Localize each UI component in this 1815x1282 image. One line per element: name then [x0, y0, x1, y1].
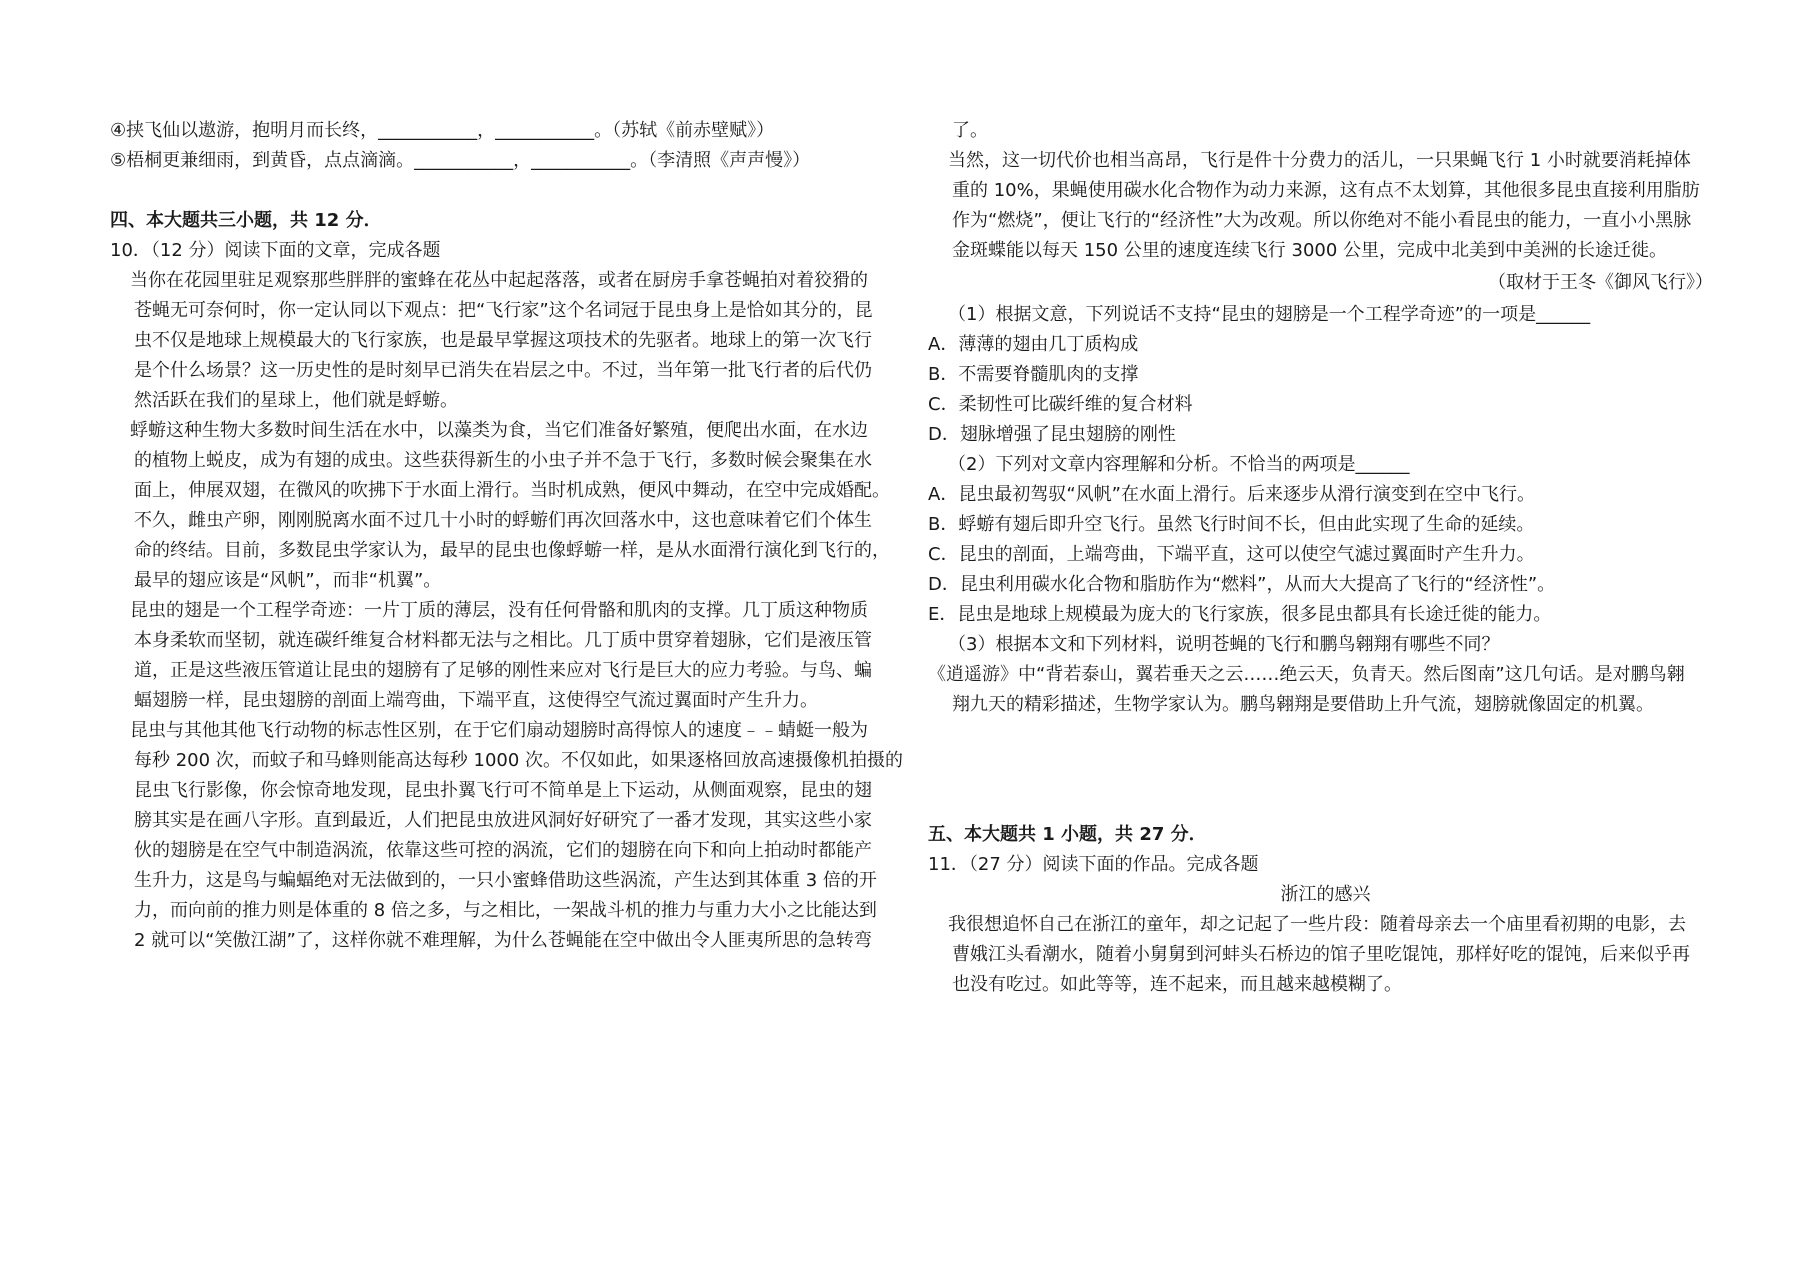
article-line: 面上，伸展双翅，在微风的吹拂下于水面上滑行。当时机成熟，便风中舞动，在空中完成婚配。: [134, 480, 890, 501]
article-line: 当然，这一切代价也相当高昂，飞行是件十分费力的活儿，一只果蝇飞行 1 小时就要消耗掉体: [948, 150, 1691, 171]
article-line: 昆虫与其他其他飞行动物的标志性区别，在于它们扇动翅膀时高得惊人的速度﹣﹣蜻蜓一般为: [130, 720, 868, 741]
article-line: 昆虫飞行影像，你会惊奇地发现，昆虫扑翼飞行可不简单是上下运动，从侧面观察，昆虫的翅: [134, 780, 872, 801]
article-line: 本身柔软而坚韧，就连碳纤维复合材料都无法与之相比。几丁质中贯穿着翅脉，它们是液压管: [134, 630, 872, 651]
article-line: 昆虫的翅是一个工程学奇迹：一片丁质的薄层，没有任何骨骼和肌肉的支撑。几丁质这种物质: [130, 600, 868, 621]
q2-option-b: B．蜉蝣有翅后即升空飞行。虽然飞行时间不长，但由此实现了生命的延续。: [928, 514, 1535, 535]
article-line: 然活跃在我们的星球上，他们就是蜉蝣。: [134, 390, 458, 411]
q3-material-line: 翔九天的精彩描述，生物学家认为。鹏鸟翱翔是要借助上升气流，翅膀就像固定的机翼。: [952, 694, 1654, 715]
article-line: 苍蝇无可奈何时，你一定认同以下观点：把“飞行家”这个名词冠于昆虫身上是恰如其分的，昆: [134, 300, 873, 321]
q1-option-b: B．不需要脊髓肌肉的支撑: [928, 364, 1139, 385]
article-line: 最早的翅应该是“风帆”，而非“机翼”。: [134, 570, 442, 591]
article-line: 了。: [952, 120, 988, 141]
essay-title: 浙江的感兴: [1280, 884, 1371, 905]
article-line: 命的终结。目前，多数昆虫学家认为，最早的昆虫也像蜉蝣一样，是从水面滑行演化到飞行的，: [134, 540, 890, 561]
article-line: 伙的翅膀是在空气中制造涡流，依靠这些可控的涡流，它们的翅膀在向下和向上拍动时都能产: [134, 840, 872, 861]
article-line: 作为“燃烧”，便让飞行的“经济性”大为改观。所以你绝对不能小看昆虫的能力，一直小小黑脉: [952, 210, 1692, 231]
section-4-heading: 四、本大题共三小题，共 12 分．: [110, 210, 382, 231]
q1-option-c: C．柔韧性可比碳纤维的复合材料: [928, 394, 1193, 415]
q2-option-e: E．昆虫是地球上规模最为庞大的飞行家族，很多昆虫都具有长途迁徙的能力。: [928, 604, 1552, 625]
article-line: 道，正是这些液压管道让昆虫的翅膀有了足够的刚性来应对飞行是巨大的应力考验。与鸟、蝙: [134, 660, 872, 681]
q1-option-d: D．翅脉增强了昆虫翅膀的刚性: [928, 424, 1176, 445]
essay-line: 我很想追怀自己在浙江的童年，却之记起了一些片段：随着母亲去一个庙里看初期的电影，去: [948, 914, 1686, 935]
article-line: 生升力，这是鸟与蝙蝠绝对无法做到的，一只小蜜蜂借助这些涡流，产生达到其体重 3 倍的开: [134, 870, 877, 891]
poem-line-4: ④挟飞仙以遨游，抱明月而长终，___________，___________。（苏轼《前赤壁赋》）: [110, 120, 775, 141]
article-line: 是个什么场景？这一历史性的是时刻早已消失在岩层之中。不过，当年第一批飞行者的后代仍: [134, 360, 872, 381]
article-line: 不久，雌虫产卵，刚刚脱离水面不过几十小时的蜉蝣们再次回落水中，这也意味着它们个体生: [134, 510, 872, 531]
article-line: 重的 10%，果蝇使用碳水化合物作为动力来源，这有点不太划算，其他很多昆虫直接利用脂肪: [952, 180, 1700, 201]
question-2: （2）下列对文章内容理解和分析。不恰当的两项是______: [948, 454, 1410, 475]
q2-option-d: D．昆虫利用碳水化合物和脂肪作为“燃料”，从而大大提高了飞行的“经济性”。: [928, 574, 1556, 595]
article-line: 力，而向前的推力则是体重的 8 倍之多，与之相比，一架战斗机的推力与重力大小之比能达到: [134, 900, 877, 921]
article-line: 蜉蝣这种生物大多数时间生活在水中，以藻类为食，当它们准备好繁殖，便爬出水面，在水边: [130, 420, 868, 441]
question-1: （1）根据文意，下列说话不支持“昆虫的翅膀是一个工程学奇迹”的一项是______: [948, 304, 1591, 325]
article-line: 的植物上蜕皮，成为有翅的成虫。这些获得新生的小虫子并不急于飞行，多数时候会聚集在水: [134, 450, 872, 471]
article-line: 蝠翅膀一样，昆虫翅膀的剖面上端弯曲，下端平直，这使得空气流过翼面时产生升力。: [134, 690, 818, 711]
article-line: 每秒 200 次，而蚊子和马蜂则能高达每秒 1000 次。不仅如此，如果逐格回放高速摄像机拍摄的: [134, 750, 904, 771]
article-line: 金斑蝶能以每天 150 公里的速度连续飞行 3000 公里，完成中北美到中美洲的长途迁徙。: [952, 240, 1668, 261]
q2-option-c: C．昆虫的剖面，上端弯曲，下端平直，这可以使空气滤过翼面时产生升力。: [928, 544, 1535, 565]
article-line: 膀其实是在画八字形。直到最近，人们把昆虫放进风洞好好研究了一番才发现，其实这些小家: [134, 810, 872, 831]
q1-option-a: A．薄薄的翅由几丁质构成: [928, 334, 1139, 355]
section-5-heading: 五、本大题共 1 小题，共 27 分．: [928, 824, 1207, 845]
question-10-heading: 10．（12 分）阅读下面的文章，完成各题: [110, 240, 441, 261]
question-11-heading: 11．（27 分）阅读下面的作品。完成各题: [928, 854, 1259, 875]
article-line: 虫不仅是地球上规模最大的飞行家族，也是最早掌握这项技术的先驱者。地球上的第一次飞行: [134, 330, 872, 351]
article-line: 当你在花园里驻足观察那些胖胖的蜜蜂在花丛中起起落落，或者在厨房手拿苍蝇拍对着狡猾的: [130, 270, 868, 291]
article-source: （取材于王冬《御风飞行》）: [1488, 272, 1713, 293]
article-line: 2 就可以“笑傲江湖”了，这样你就不难理解，为什么苍蝇能在空中做出令人匪夷所思的急转弯: [134, 930, 872, 951]
question-3: （3）根据本文和下列材料，说明苍蝇的飞行和鹏鸟翱翔有哪些不同？: [948, 634, 1500, 655]
essay-line: 曹娥江头看潮水，随着小舅舅到河蚌头石桥边的馆子里吃馄饨，那样好吃的馄饨，后来似乎再: [952, 944, 1690, 965]
essay-line: 也没有吃过。如此等等，连不起来，而且越来越模糊了。: [952, 974, 1402, 995]
q2-option-a: A．昆虫最初驾驭“风帆”在水面上滑行。后来逐步从滑行演变到在空中飞行。: [928, 484, 1535, 505]
poem-line-5: ⑤梧桐更兼细雨，到黄昏，点点滴滴。___________，___________。（李清照《声声慢》）: [110, 150, 811, 171]
q3-material-line: 《逍遥游》中“背若泰山，翼若垂天之云……绝云天，负青天。然后图南”这几句话。是对鹏鸟翱: [928, 664, 1685, 685]
